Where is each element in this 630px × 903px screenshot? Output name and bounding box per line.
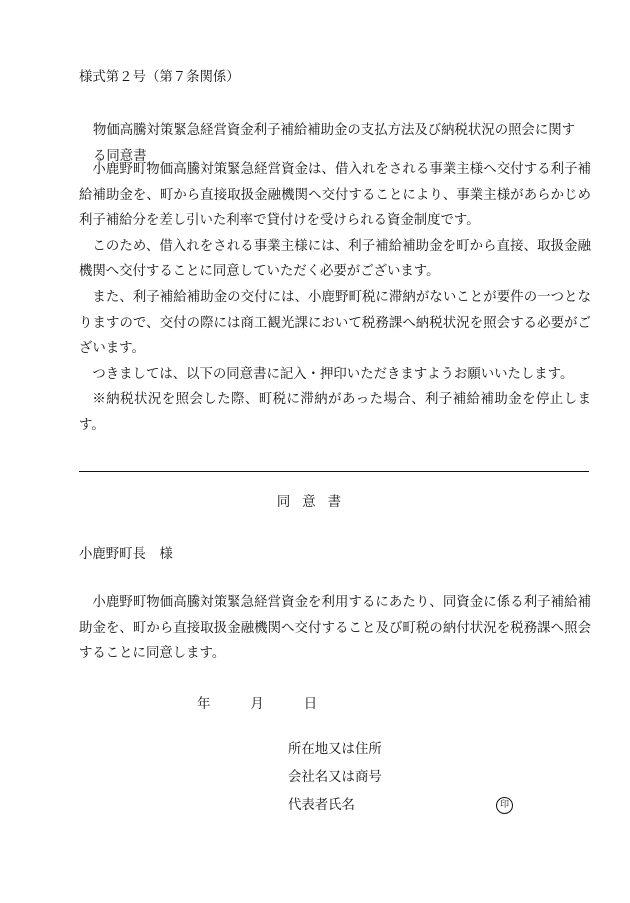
explanation-body (79, 157, 591, 439)
title-line-2: る同意書 (93, 149, 147, 164)
consent-statement (79, 590, 591, 667)
date-month-label: 月 (250, 697, 264, 712)
form-number: 様式第２号（第７条関係） (79, 70, 240, 85)
address-label: 所在地又は住所 (288, 742, 382, 757)
date-line (197, 693, 317, 712)
representative-label: 代表者氏名 (288, 798, 355, 813)
addressee: 小鹿野町長 様 (79, 547, 173, 562)
consent-paragraph: 小鹿野町物価高騰対策緊急経営資金を利用するにあたり、同資金に係る利子補給補助金を、町から直接取扱金融機関へ交付すること及び町税の納付状況を税務課へ照会することに同意します。 (79, 595, 591, 662)
body-paragraph: 小鹿野町物価高騰対策緊急経営資金は、借入れをされる事業主様へ交付する利子補給補助金を、町から直接取扱金融機関へ交付することにより、事業主様があらかじめ利子補給分を差し引いた利率で貸付けを受けられる資金制度です。 (79, 162, 591, 229)
body-paragraph: ※納税状況を照会した際、町税に滞納があった場合、利子補給補助金を停止します。 (79, 392, 591, 433)
body-paragraph: このため、借入れをされる事業主様には、利子補給補助金を町から直接、取扱金融機関へ交付することに同意していただく必要がございます。 (79, 238, 591, 280)
body-paragraph: また、利子補給補助金の交付には、小鹿野町税に滞納がないことが要件の一つとなりますので、交付の際には商工観光課において税務課へ納税状況を照会する必要がございます。 (79, 289, 591, 357)
company-label: 会社名又は商号 (288, 770, 382, 785)
consent-heading: 同意書 (276, 495, 354, 510)
divider (79, 471, 589, 472)
title-line-1: 物価高騰対策緊急経営資金利子補給補助金の支払方法及び納税状況の照会に関す (93, 123, 576, 138)
date-day-label: 日 (303, 697, 318, 712)
seal-mark: 印 (496, 797, 513, 814)
date-year-label: 年 (197, 697, 211, 712)
body-paragraph: つきましては、以下の同意書に記入・押印いただきますようお願いいたします。 (92, 366, 574, 382)
